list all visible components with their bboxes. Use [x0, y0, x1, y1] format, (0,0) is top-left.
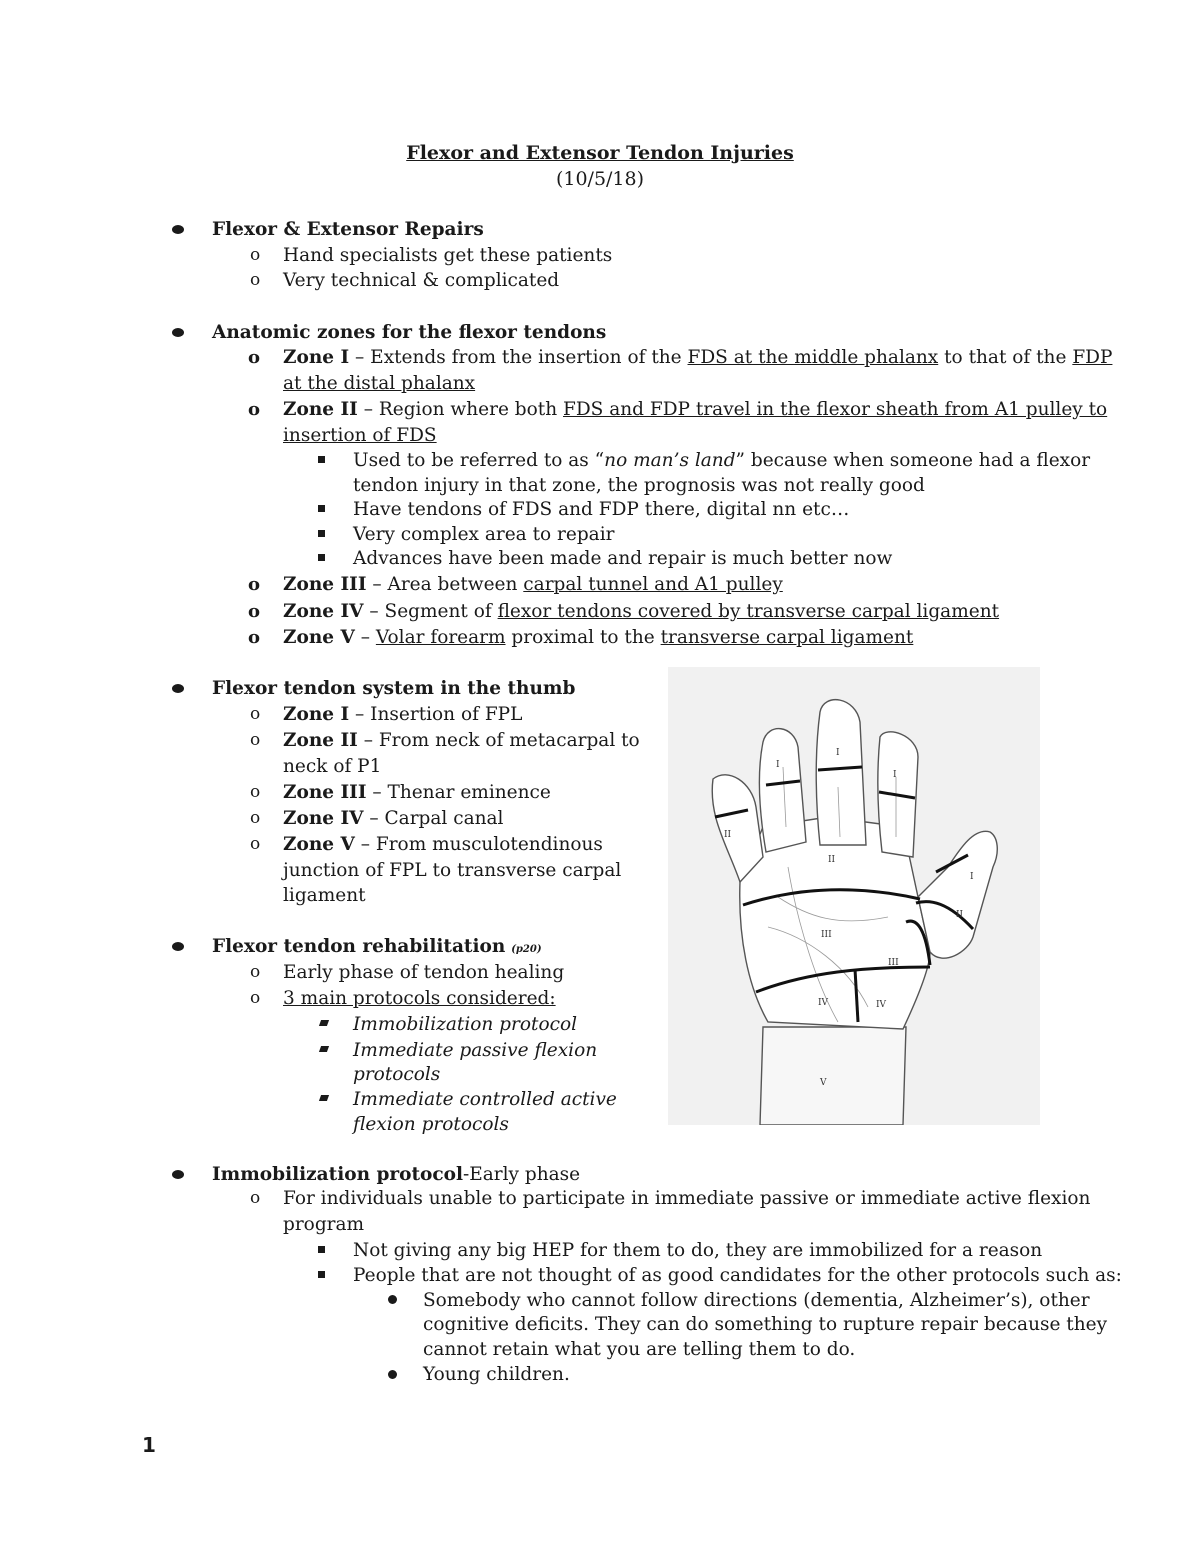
circle-bullet-icon: o — [250, 808, 261, 828]
square-bullet-icon — [318, 554, 325, 561]
zone-label: Zone IV — [283, 601, 364, 622]
zone-label: Zone I — [283, 347, 350, 368]
zone-label-text: I — [836, 748, 840, 758]
section-heading — [212, 934, 542, 962]
underlined-text: at the distal phalanx — [283, 373, 476, 394]
text-span: – Extends from the insertion of the — [349, 347, 688, 368]
page-reference: (p20) — [511, 944, 542, 955]
underlined-text: FDS at the middle phalanx — [687, 347, 939, 368]
text-span: proximal to the — [505, 627, 661, 648]
hand-illustration — [668, 667, 1040, 1125]
square-bullet-icon — [318, 1271, 325, 1278]
list-item-continuation — [283, 371, 475, 396]
list-item-continuation — [283, 423, 437, 448]
zone-label: Zone II — [283, 399, 358, 420]
underlined-text: 3 main protocols considered: — [283, 988, 556, 1009]
text-span: to that of the — [938, 347, 1073, 368]
list-item-continuation: ligament — [283, 885, 366, 906]
document-title: Flexor and Extensor Tendon Injuries — [406, 142, 794, 164]
text-span: ” because when someone had a flexor — [735, 450, 1091, 471]
list-item — [283, 832, 603, 857]
bullet-icon — [172, 225, 184, 234]
zone-label: Zone III — [283, 782, 367, 803]
list-item: Somebody who cannot follow directions (dementia, Alzheimer’s), other — [423, 1290, 1090, 1311]
square-bullet-icon — [319, 1095, 329, 1101]
zone-label-text: II — [956, 910, 964, 920]
list-item: Immediate passive flexion — [353, 1040, 598, 1061]
underlined-text: carpal tunnel and A1 pulley — [523, 574, 783, 595]
square-bullet-icon — [318, 530, 325, 537]
italic-text: no man’s land — [604, 450, 736, 471]
circle-bullet-icon: o — [250, 962, 261, 982]
document-date: (10/5/18) — [555, 168, 645, 190]
zone-label-text: I — [893, 770, 897, 780]
list-item: People that are not thought of as good candidates for the other protocols such as: — [353, 1265, 1122, 1286]
underlined-text: FDS and FDP travel in the flexor sheath from A1 pulley to — [563, 399, 1108, 420]
list-item: Young children. — [423, 1364, 570, 1385]
zone-label-text: IV — [818, 998, 829, 1008]
circle-bullet-icon: o — [250, 704, 261, 724]
list-item — [283, 728, 640, 753]
list-item-continuation: tendon injury in that zone, the prognosis was not really good — [353, 475, 925, 496]
text-span: – — [354, 627, 376, 648]
circle-bullet-icon: o — [248, 627, 261, 648]
page-number: 1 — [142, 1433, 156, 1457]
list-item: Hand specialists get these patients — [283, 245, 613, 266]
section-heading: Flexor & Extensor Repairs — [212, 219, 484, 240]
dot-bullet-icon — [388, 1295, 397, 1304]
square-bullet-icon — [318, 456, 325, 463]
circle-bullet-icon: o — [250, 834, 261, 854]
square-bullet-icon — [319, 1020, 329, 1026]
list-item: Have tendons of FDS and FDP there, digital nn etc… — [353, 499, 850, 520]
underlined-text: FDP — [1072, 347, 1113, 368]
text-span: – Region where both — [357, 399, 563, 420]
zone-label-text: III — [888, 958, 899, 968]
underlined-text: insertion of FDS — [283, 425, 437, 446]
zone-label: Zone III — [283, 574, 367, 595]
list-item — [283, 345, 1112, 370]
square-bullet-icon — [318, 505, 325, 512]
zone-label-text: I — [776, 760, 780, 770]
list-item — [353, 448, 1090, 473]
square-bullet-icon — [318, 1246, 325, 1253]
list-item-continuation: junction of FPL to transverse carpal — [283, 860, 622, 881]
section-heading — [212, 1162, 580, 1187]
list-item: Immobilization protocol — [353, 1014, 577, 1035]
zone-label: Zone IV — [283, 808, 364, 829]
list-item: Very technical & complicated — [283, 270, 560, 291]
circle-bullet-icon: o — [248, 347, 261, 368]
text-span: -Early phase — [463, 1164, 581, 1185]
list-item-continuation: protocols — [353, 1064, 441, 1085]
text-span: – Insertion of FPL — [349, 704, 523, 725]
text-span: – Thenar eminence — [366, 782, 551, 803]
section-heading: Flexor tendon system in the thumb — [212, 678, 576, 699]
list-item-continuation: cannot retain what you are telling them to do. — [423, 1339, 856, 1360]
list-item — [283, 702, 522, 727]
list-item: Very complex area to repair — [353, 524, 615, 545]
circle-bullet-icon: o — [250, 245, 261, 265]
hand-zones-figure — [668, 667, 1040, 1125]
text-span: – Carpal canal — [363, 808, 504, 829]
zone-label: Zone V — [283, 834, 355, 855]
underlined-text: flexor tendons covered by transverse carpal ligament — [497, 601, 1000, 622]
list-item: For individuals unable to participate in immediate passive or immediate active flexion — [283, 1188, 1091, 1209]
circle-bullet-icon: o — [250, 730, 261, 750]
bullet-icon — [172, 1170, 184, 1179]
underlined-text: transverse carpal ligament — [660, 627, 914, 648]
list-item: Advances have been made and repair is much better now — [353, 548, 893, 569]
heading-text: Immobilization protocol — [212, 1164, 463, 1185]
list-item — [283, 780, 551, 805]
list-item: Immediate controlled active — [353, 1089, 617, 1110]
heading-text: Flexor tendon rehabilitation — [212, 936, 506, 957]
bullet-icon — [172, 328, 184, 337]
list-item: Not giving any big HEP for them to do, they are immobilized for a reason — [353, 1240, 1043, 1261]
circle-bullet-icon: o — [248, 399, 261, 420]
square-bullet-icon — [319, 1046, 329, 1052]
zone-label-text: II — [828, 855, 836, 865]
zone-label-text: IV — [876, 1000, 887, 1010]
zone-label: Zone II — [283, 730, 358, 751]
list-item-continuation: cognitive deficits. They can do something to rupture repair because they — [423, 1314, 1108, 1335]
bullet-icon — [172, 942, 184, 951]
list-item — [283, 806, 503, 831]
list-item-continuation: program — [283, 1214, 365, 1235]
zone-label-text: III — [821, 930, 832, 940]
circle-bullet-icon: o — [248, 574, 261, 595]
list-item — [283, 397, 1107, 422]
circle-bullet-icon: o — [250, 782, 261, 802]
zone-label-text: II — [724, 830, 732, 840]
section-heading: Anatomic zones for the flexor tendons — [212, 322, 607, 343]
list-item — [283, 986, 556, 1011]
text-span: – From neck of metacarpal to — [357, 730, 640, 751]
list-item — [283, 625, 913, 650]
text-span: Used to be referred to as “ — [353, 450, 605, 471]
text-span: – Segment of — [363, 601, 498, 622]
list-item-continuation: neck of P1 — [283, 756, 382, 777]
text-span: – From musculotendinous — [354, 834, 603, 855]
zone-label: Zone V — [283, 627, 355, 648]
dot-bullet-icon — [388, 1370, 397, 1379]
list-item — [283, 599, 999, 624]
underlined-text: Volar forearm — [375, 627, 506, 648]
circle-bullet-icon: o — [248, 601, 261, 622]
zone-label-text: I — [970, 872, 974, 882]
list-item — [283, 572, 783, 597]
list-item-continuation: flexion protocols — [353, 1114, 509, 1135]
list-item: Early phase of tendon healing — [283, 962, 565, 983]
zone-label: Zone I — [283, 704, 350, 725]
circle-bullet-icon: o — [250, 270, 261, 290]
text-span: – Area between — [366, 574, 524, 595]
circle-bullet-icon: o — [250, 988, 261, 1008]
circle-bullet-icon: o — [250, 1188, 261, 1208]
zone-label-text: V — [820, 1078, 827, 1088]
bullet-icon — [172, 684, 184, 693]
